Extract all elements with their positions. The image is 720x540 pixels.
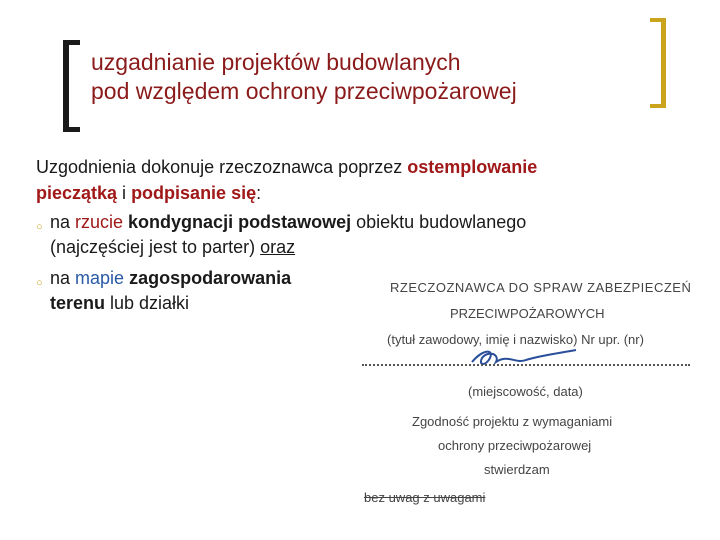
right-bracket-decoration	[650, 18, 666, 108]
intro-signing: podpisanie się	[131, 183, 257, 203]
intro-colon: :	[256, 183, 262, 203]
intro-paragraph	[36, 154, 676, 206]
bullet-bold: kondygnacji podstawowej	[123, 212, 352, 232]
intro-text: Uzgodnienia dokonuje rzeczoznawca poprzez	[36, 157, 408, 177]
bullet-oraz: oraz	[260, 237, 296, 257]
intro-and: i	[117, 183, 132, 203]
stamp-line-2: PRZECIWPOŻAROWYCH	[450, 306, 605, 321]
bullet-prefix: na	[50, 212, 76, 232]
bullet-line2: (najczęściej jest to parter)	[50, 237, 261, 257]
bullet-rest: lub działki	[105, 293, 190, 313]
bullet-highlight: mapie	[75, 268, 125, 288]
stamp-line-7: stwierdzam	[484, 462, 550, 477]
slide-title	[91, 48, 641, 106]
signature-icon	[468, 344, 578, 374]
stamp-line-4: (miejscowość, data)	[468, 384, 583, 399]
intro-stamping: ostemplowanie	[407, 157, 538, 177]
stamp-line-6: ochrony przeciwpożarowej	[438, 438, 592, 453]
stamp-line-8: bez uwag z uwagami	[364, 490, 486, 505]
title-line-1: uzgadnianie projektów budowlanych	[91, 49, 461, 75]
expert-stamp-image	[350, 272, 700, 512]
bullet-circle-icon: ○	[36, 221, 43, 233]
bullet-highlight: rzucie	[75, 212, 124, 232]
bullet-prefix: na	[50, 268, 76, 288]
bullet-rest: obiektu budowlanego	[351, 212, 527, 232]
stamp-line-3: (tytuł zawodowy, imię i nazwisko) Nr upr. (nr)	[387, 332, 644, 347]
bullet-bold: zagospodarowania	[124, 268, 292, 288]
signature-line	[362, 364, 690, 366]
stamp-line-5: Zgodność projektu z wymaganiami	[412, 414, 613, 429]
intro-stamp: pieczątką	[36, 183, 118, 203]
left-bracket-decoration	[63, 40, 80, 132]
bullet-circle-icon: ○	[36, 277, 43, 289]
stamp-line-1: RZECZOZNAWCA DO SPRAW ZABEZPIECZEŃ	[390, 280, 692, 295]
bullet-terenu: terenu	[50, 293, 106, 313]
title-line-2: pod względem ochrony przeciwpożarowej	[91, 78, 517, 104]
